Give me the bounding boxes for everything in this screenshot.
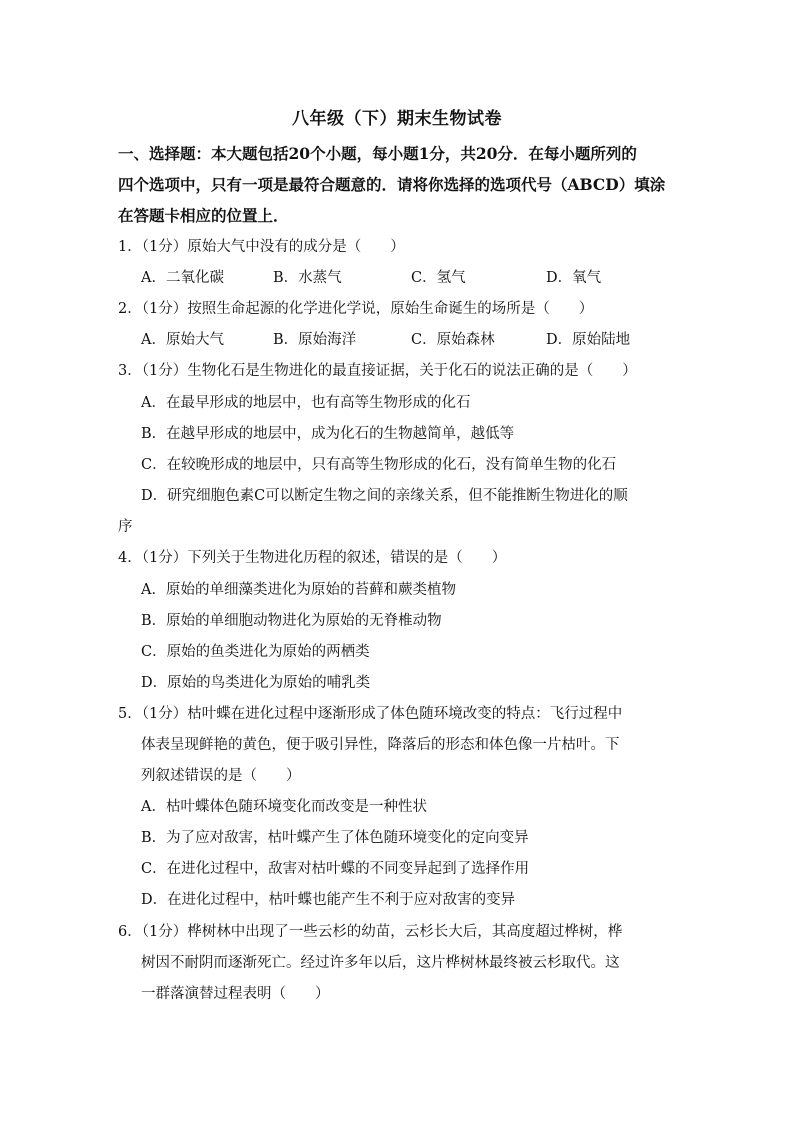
question-6-stem-line-2: 树因不耐阴而逐渐死亡。经过许多年以后，这片桦树林最终被云杉取代。这 — [141, 955, 620, 971]
q1-option-c: C．氢气 — [411, 270, 466, 286]
q4-option-a: A．原始的单细藻类进化为原始的苔藓和蕨类植物 — [141, 582, 456, 598]
question-1-options — [141, 268, 601, 288]
section-line-3: 在答题卡相应的位置上． — [118, 206, 289, 225]
question-6-stem-line-1: 6．（1分）桦树林中出现了一些云杉的幼苗，云杉长大后，其高度超过桦树，桦 — [118, 924, 623, 940]
question-5-stem-line-1: 5．（1分）枯叶蝶在进化过程中逐渐形成了体色随环境改变的特点：飞行过程中 — [118, 706, 623, 722]
q5-option-a: A．枯叶蝶体色随环境变化而改变是一种性状 — [141, 799, 427, 815]
q1-option-d: D．氧气 — [546, 270, 602, 286]
question-2-stem: 2．（1分）按照生命起源的化学进化学说，原始生命诞生的场所是（ ） — [118, 301, 594, 317]
q4-option-d: D．原始的鸟类进化为原始的哺乳类 — [141, 675, 371, 691]
question-1-stem: 1．（1分）原始大气中没有的成分是（ ） — [118, 239, 405, 255]
question-5-stem-line-3: 列叙述错误的是（ ） — [141, 768, 301, 784]
q5-option-c: C．在进化过程中，敌害对枯叶蝶的不同变异起到了选择作用 — [141, 861, 530, 877]
q2-option-d: D．原始陆地 — [546, 332, 631, 348]
question-3-stem: 3．（1分）生物化石是生物进化的最直接证据，关于化石的说法正确的是（ ） — [118, 363, 637, 379]
q2-option-c: C．原始森林 — [411, 332, 495, 348]
question-4-stem: 4．（1分）下列关于生物进化历程的叙述，错误的是（ ） — [118, 550, 507, 566]
q5-option-d: D．在进化过程中，枯叶蝶也能产生不利于应对敌害的变异 — [141, 892, 516, 908]
question-2-options — [141, 330, 630, 350]
q1-option-b: B．水蒸气 — [273, 270, 342, 286]
section-instructions — [118, 138, 678, 231]
q2-option-b: B．原始海洋 — [273, 332, 357, 348]
page-title: 八年级（下）期末生物试卷 — [292, 109, 502, 129]
question-5-stem-line-2: 体表呈现鲜艳的黄色，便于吸引异性，降落后的形态和体色像一片枯叶。下 — [141, 737, 620, 753]
section-line-2: 四个选项中，只有一项是最符合题意的．请将你选择的选项代号（ABCD）填涂 — [118, 175, 666, 194]
q3-option-a: A．在最早形成的地层中，也有高等生物形成的化石 — [141, 395, 471, 411]
q4-option-b: B．原始的单细胞动物进化为原始的无脊椎动物 — [141, 613, 442, 629]
q5-option-b: B．为了应对敌害，枯叶蝶产生了体色随环境变化的定向变异 — [141, 830, 529, 846]
q3-option-d: D．研究细胞色素C可以断定生物之间的亲缘关系，但不能推断生物进化的顺 — [141, 488, 628, 504]
q4-option-c: C．原始的鱼类进化为原始的两栖类 — [141, 644, 370, 660]
q3-option-d-wrap: 序 — [118, 519, 133, 535]
question-6-stem-line-3: 一群落演替过程表明（ ） — [141, 986, 330, 1002]
section-line-1: 一、选择题：本大题包括20个小题，每小题1分，共20分．在每小题所列的 — [118, 144, 637, 163]
q2-option-a: A．原始大气 — [141, 332, 224, 348]
q3-option-b: B．在越早形成的地层中，成为化石的生物越简单，越低等 — [141, 426, 515, 442]
q3-option-c: C．在较晚形成的地层中，只有高等生物形成的化石，没有简单生物的化石 — [141, 457, 617, 473]
q1-option-a: A．二氧化碳 — [141, 270, 224, 286]
